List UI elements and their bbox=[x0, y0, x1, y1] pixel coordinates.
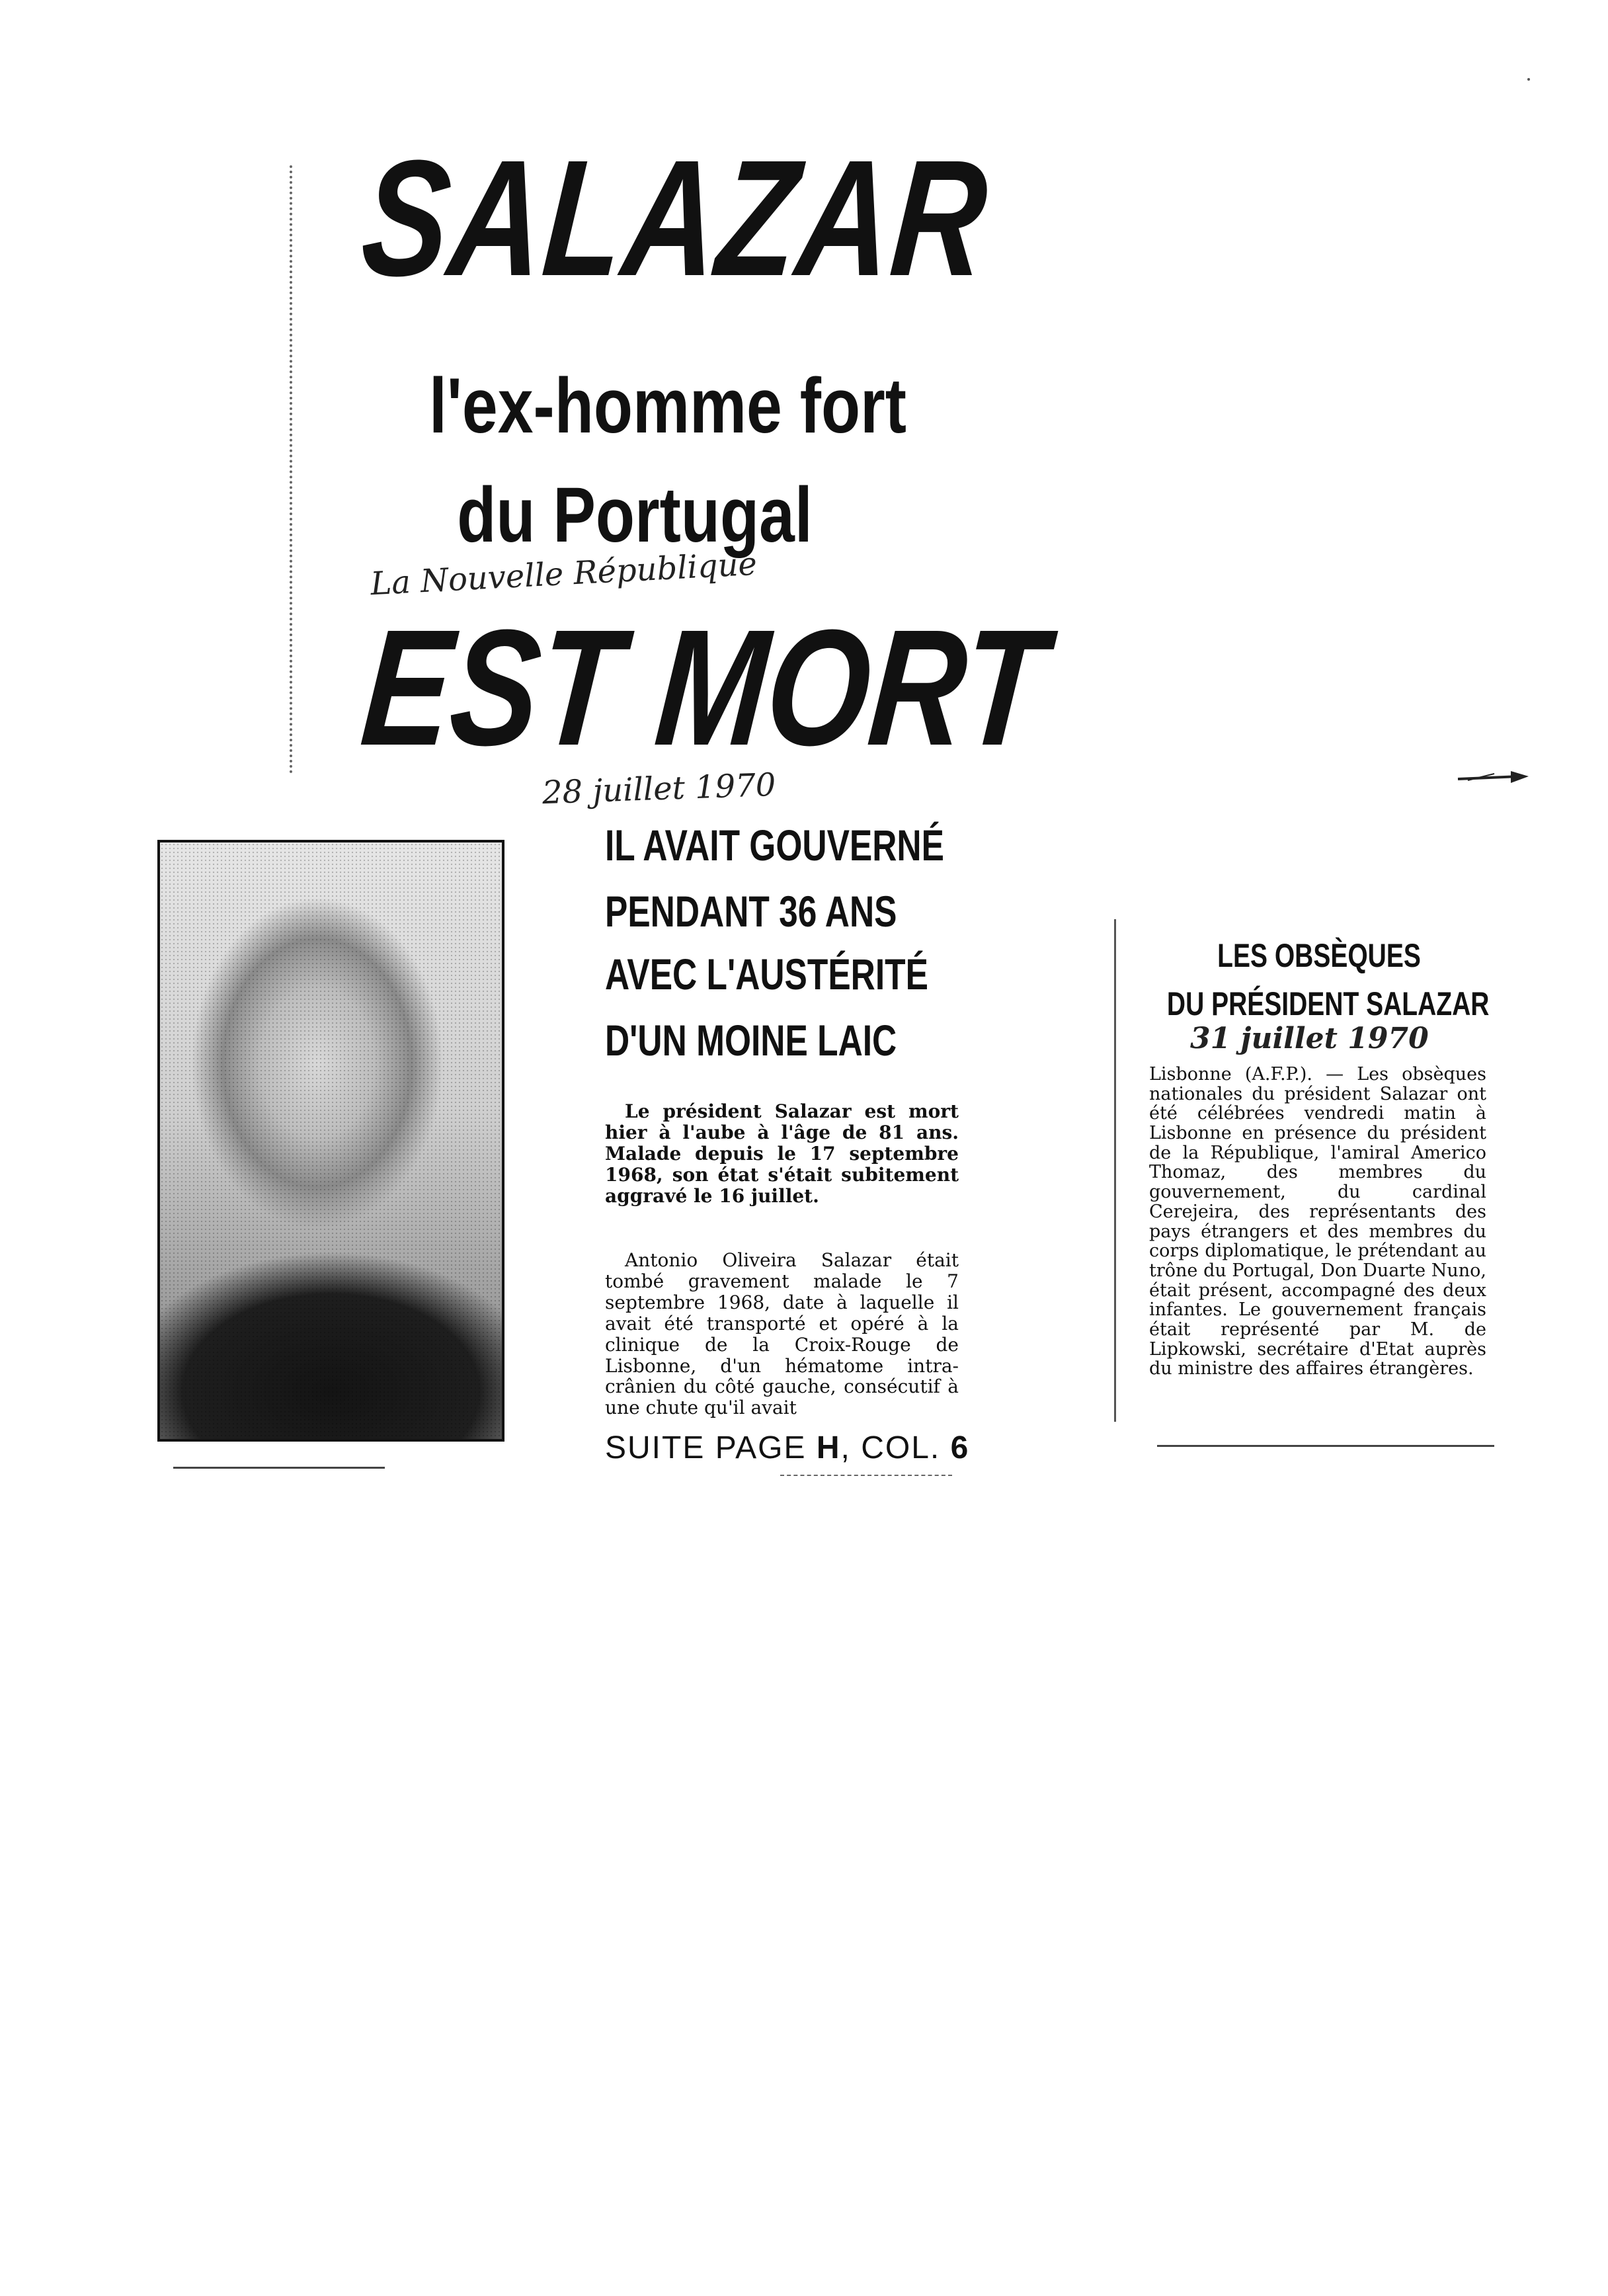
obsequies-side-rule bbox=[1114, 919, 1116, 1422]
headline-title: SALAZAR bbox=[356, 126, 994, 310]
continuation-rule bbox=[780, 1475, 952, 1476]
deck-line-2: PENDANT 36 ANS bbox=[605, 887, 897, 936]
handwritten-date-obsequies: 31 juillet 1970 bbox=[1190, 1022, 1429, 1055]
dotted-margin-rule bbox=[290, 165, 292, 774]
headline-subtitle-line2: du Portugal bbox=[457, 472, 813, 559]
continuation-mid: , COL. bbox=[840, 1430, 951, 1465]
headline-subtitle-line1: l'ex-homme fort bbox=[429, 362, 906, 450]
obsequies-bottom-rule bbox=[1157, 1445, 1494, 1447]
article-body-text: Antonio Oliveira Salazar était tombé gravement malade le 7 septembre 1968, date à laquelle il avait été transporté et opéré à la clinique de la Croix-Rouge de Lisbonne, d'un hématome intra-crânien du côté gauche, consécutif à une chute qu'il avait bbox=[605, 1249, 959, 1419]
portrait-photo bbox=[157, 840, 504, 1442]
obsequies-article bbox=[1149, 1065, 1486, 1379]
article-body bbox=[605, 1250, 959, 1418]
photo-rule bbox=[173, 1467, 385, 1469]
headline-verdict: EST MORT bbox=[355, 595, 1052, 780]
obsequies-title-line1: LES OBSÈQUES bbox=[1217, 937, 1421, 974]
continuation-page: H bbox=[816, 1430, 841, 1465]
article-lead-text: Le président Salazar est mort hier à l'aube à l'âge de 81 ans. Malade depuis le 17 septembre 1968, son état s'était subitement aggravé le 16 juillet. bbox=[605, 1100, 959, 1207]
handwritten-newspaper-name: La Nouvelle République bbox=[369, 545, 758, 603]
article-lead bbox=[605, 1101, 959, 1207]
halftone-texture bbox=[160, 842, 502, 1439]
deck-line-4: D'UN MOINE LAIC bbox=[605, 1016, 897, 1065]
speck bbox=[1527, 78, 1530, 81]
continuation-col: 6 bbox=[950, 1430, 970, 1465]
deck-line-1: IL AVAIT GOUVERNÉ bbox=[605, 821, 944, 870]
continuation-note bbox=[605, 1430, 969, 1466]
handwritten-date-main: 28 juillet 1970 bbox=[542, 766, 777, 812]
obsequies-text: Lisbonne (A.F.P.). — Les obsèques nationales du président Salazar ont été célébrées vendredi matin à Lisbonne en présence du président de la République, l'amiral Americo Thomaz, des membres du gouvernement, du cardinal Cerejeira, des représentants des pays étrangers et des membres du corps diplomatique, le prétendant au trône du Portugal, Don Duarte Nuno, était présent, accompagné des deux infantes. Le gouvernement français était représenté par M. de Lipkowski, secrétaire d'Etat auprès du ministre des affaires étrangères. bbox=[1149, 1064, 1486, 1379]
deck-line-3: AVEC L'AUSTÉRITÉ bbox=[605, 950, 928, 999]
arrow-mark-icon bbox=[1455, 767, 1534, 787]
obsequies-title-line2: DU PRÉSIDENT SALAZAR bbox=[1166, 985, 1490, 1022]
continuation-prefix: SUITE PAGE bbox=[605, 1430, 817, 1465]
